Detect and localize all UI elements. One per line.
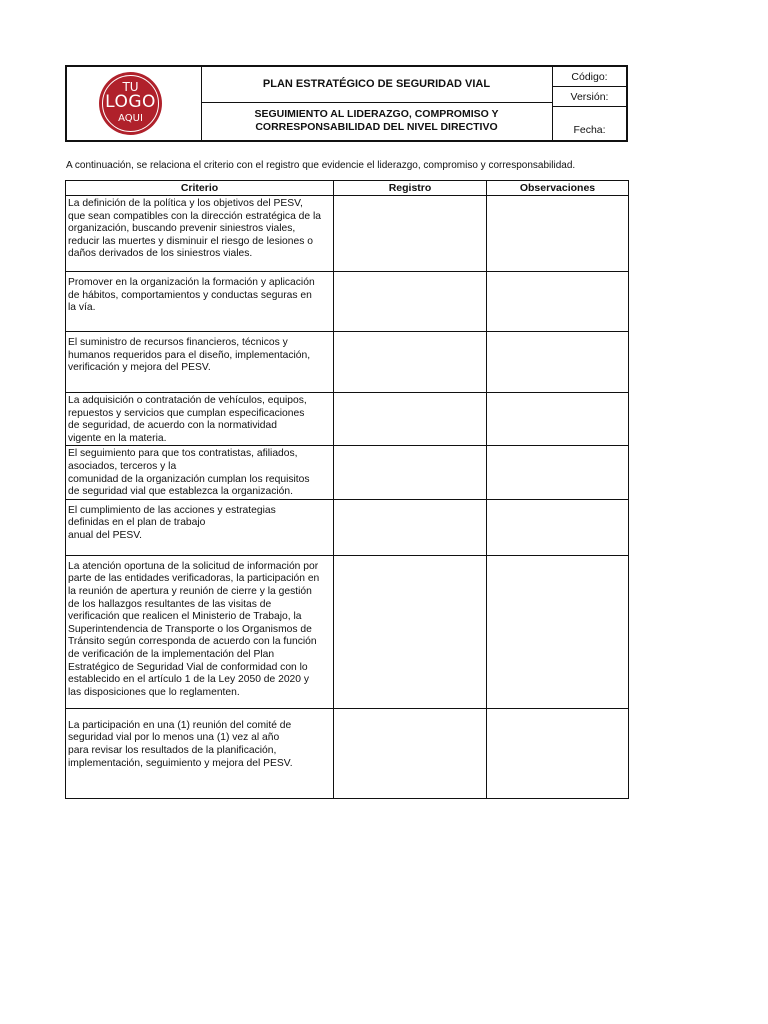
- table-row: [66, 272, 629, 332]
- criterio-line: El seguimiento para que tos contratistas, afiliados,: [68, 448, 298, 460]
- registro-cell[interactable]: [334, 272, 487, 332]
- registro-cell[interactable]: [334, 446, 487, 499]
- criterio-line: reducir las muertes y disminuir el riesgo de lesiones o: [68, 235, 313, 247]
- criterio-line: la vía.: [68, 302, 96, 314]
- criterio-line: asociados, terceros y la: [68, 460, 177, 472]
- criterio-line: Tránsito según corresponda de acuerdo con la función: [68, 636, 317, 648]
- logo-placeholder: [99, 72, 162, 135]
- table-body: [66, 196, 629, 799]
- criterio-cell: [66, 555, 334, 708]
- criterio-line: verificación y mejora del PESV.: [68, 362, 211, 374]
- subtitle-cell: [201, 103, 553, 140]
- criterio-line: las disposiciones que lo reglamenten.: [68, 686, 240, 698]
- title-cell: [201, 67, 553, 103]
- observaciones-cell[interactable]: [487, 272, 629, 332]
- version-cell: [553, 87, 626, 107]
- criterio-line: La adquisición o contratación de vehículos, equipos,: [68, 395, 307, 406]
- observaciones-cell[interactable]: [487, 499, 629, 555]
- criterio-line: definidas en el plan de trabajo: [68, 517, 206, 529]
- criterio-line: vigente en la materia.: [68, 432, 167, 444]
- document-header: [65, 65, 628, 142]
- criterio-line: La participación en una (1) reunión del comité de: [68, 719, 292, 731]
- registro-cell[interactable]: [334, 555, 487, 708]
- observaciones-cell[interactable]: [487, 393, 629, 446]
- criterio-line: establecido en el artículo 1 de la Ley 2050 de 2020 y: [68, 674, 310, 686]
- criterio-line: para revisar los resultados de la planificación,: [68, 744, 277, 756]
- observaciones-cell[interactable]: [487, 332, 629, 393]
- table-header-row: [66, 181, 629, 196]
- logo-text-line2: LOGO: [105, 92, 156, 112]
- criterio-line: Superintendencia de Transporte o los Organismos de: [68, 623, 312, 635]
- fecha-cell: [553, 107, 626, 140]
- table-row: [66, 332, 629, 393]
- subtitle-line: SEGUIMIENTO AL LIDERAZGO, COMPROMISO Y: [254, 108, 499, 120]
- criterio-line: de seguridad, de acuerdo con la normatividad: [68, 420, 277, 432]
- observaciones-cell[interactable]: [487, 446, 629, 499]
- column-header-observaciones: Observaciones: [487, 181, 629, 196]
- registro-cell[interactable]: [334, 196, 487, 272]
- criterio-line: El cumplimiento de las acciones y estrategias: [68, 504, 276, 516]
- criterio-line: Promover en la organización la formación y aplicación: [68, 277, 315, 288]
- criterio-cell: [66, 196, 334, 272]
- table-row: [66, 499, 629, 555]
- intro-text: A continuación, se relaciona el criterio con el registro que evidencie el liderazgo, compromiso y corresponsabilidad.: [66, 160, 576, 171]
- document-title: PLAN ESTRATÉGICO DE SEGURIDAD VIAL: [262, 78, 491, 90]
- registro-cell[interactable]: [334, 332, 487, 393]
- criterio-line: de seguridad vial que establezca la organización.: [68, 486, 293, 498]
- registro-cell[interactable]: [334, 499, 487, 555]
- table-row: [66, 446, 629, 499]
- logo-cell: [67, 67, 202, 140]
- criterio-line: seguridad vial por lo menos una (1) vez al año: [68, 732, 280, 744]
- criterio-line: humanos requeridos para el diseño, implementación,: [68, 349, 311, 361]
- criterio-cell: [66, 332, 334, 393]
- criterio-line: repuestos y servicios que cumplan especificaciones: [68, 407, 305, 419]
- criterio-line: de verificación de la implementación del Plan: [68, 648, 275, 660]
- criterio-cell: [66, 446, 334, 499]
- observaciones-cell[interactable]: [487, 196, 629, 272]
- criterio-line: Estratégico de Seguridad Vial de conformidad con lo: [68, 661, 308, 673]
- criterio-line: organización, buscando prevenir siniestros viales,: [68, 223, 296, 235]
- criteria-table: [65, 180, 629, 799]
- criterio-line: daños derivados de los siniestros viales.: [68, 248, 253, 260]
- table-row: [66, 196, 629, 272]
- criterio-cell: [66, 499, 334, 555]
- criterio-line: La atención oportuna de la solicitud de información por: [68, 560, 319, 572]
- observaciones-cell[interactable]: [487, 708, 629, 798]
- criterio-line: anual del PESV.: [68, 529, 143, 541]
- criterio-line: verificación que realicen el Ministerio de Trabajo, la: [68, 611, 302, 623]
- table-row: [66, 555, 629, 708]
- criterio-line: la reunión de apertura y reunión de cierre y la gestión: [68, 585, 312, 597]
- criterio-cell: [66, 393, 334, 446]
- criterio-line: La definición de la política y los objetivos del PESV,: [68, 198, 303, 209]
- table-row: [66, 393, 629, 446]
- fecha-label: Fecha:: [573, 124, 606, 136]
- criterio-line: de los hallazgos resultantes de las visitas de: [68, 598, 272, 610]
- criterio-line: implementación, seguimiento y mejora del PESV.: [68, 757, 293, 769]
- criterio-line: que sean compatibles con la dirección estratégica de la: [68, 210, 321, 222]
- logo-text-line1: TU: [122, 80, 139, 94]
- document-subtitle: [201, 108, 552, 134]
- criterio-line: parte de las entidades verificadoras, la participación en: [68, 573, 320, 585]
- registro-cell[interactable]: [334, 708, 487, 798]
- criterio-line: El suministro de recursos financieros, técnicos y: [68, 337, 288, 348]
- registro-cell[interactable]: [334, 393, 487, 446]
- criterio-line: de hábitos, comportamientos y conductas seguras en: [68, 289, 312, 301]
- criterio-line: comunidad de la organización cumplan los requisitos: [68, 473, 310, 485]
- column-header-registro: Registro: [334, 181, 487, 196]
- table-row: [66, 708, 629, 798]
- criterio-cell: [66, 708, 334, 798]
- criterio-cell: [66, 272, 334, 332]
- subtitle-line: CORRESPONSABILIDAD DEL NIVEL DIRECTIVO: [255, 121, 498, 133]
- codigo-label: Código:: [571, 71, 608, 83]
- version-label: Versión:: [570, 91, 609, 103]
- column-header-criterio: Criterio: [66, 181, 334, 196]
- codigo-cell: [553, 67, 626, 87]
- observaciones-cell[interactable]: [487, 555, 629, 708]
- logo-text-line3: AQUI: [118, 113, 143, 124]
